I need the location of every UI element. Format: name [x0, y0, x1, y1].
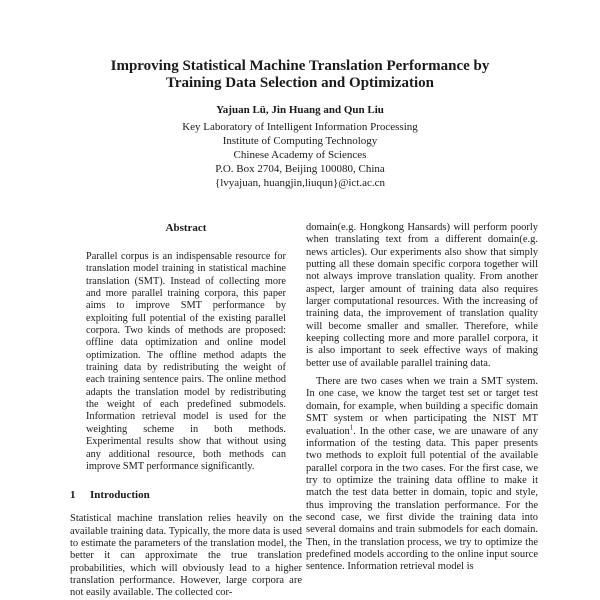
paragraph-2-text-a: There are two cases when we train a SMT system. In one case, we know the target test set or target test domain, for example, when building a specific domain SMT system or when participating the NIST MT evaluation	[306, 376, 538, 437]
abstract-heading: Abstract	[165, 222, 207, 234]
abstract-text: Parallel corpus is an indispensable resource for translation model training in statistical machine translation (SMT). Instead of collecting more and more parallel training corpora, this paper aims to improve SMT performance by exploiting full potential of the existing parallel corpora. Two kinds of methods are proposed: offline data optimization and online model optimization. The offline method adapts the training data by redistributing the weight of each training sentence pairs. The online method adapts the translation model by redistributing the weight of each predefined submodels. Information retrieval model is used for the weighting scheme in both methods. Experimental results show that without using any additional resource, both methods can improve SMT performance significantly.	[86, 251, 286, 472]
authors: Yajuan Lü, Jin Huang and Qun Liu	[216, 104, 384, 116]
right-paragraph-2	[306, 376, 538, 574]
right-column	[306, 222, 538, 574]
title-line-1: Improving Statistical Machine Translation Performance by	[110, 58, 490, 74]
introduction-paragraph: Statistical machine translation relies heavily on the available training data. Typically, the more data is used to estimate the parameters of the translation model, the better it can approximate the true translation probabilities, which will obviously lead to a higher translation performance. However, large corpora are not easily available. The collected cor-	[70, 513, 302, 599]
left-column	[70, 222, 302, 600]
affiliation-block	[100, 120, 500, 190]
footnote-marker: 1	[349, 423, 354, 431]
section-title: Introduction	[90, 489, 150, 502]
affiliation-address: P.O. Box 2704, Beijing 100080, China	[215, 163, 385, 175]
affiliation-lab: Key Laboratory of Intelligent Information Processing	[182, 121, 418, 133]
affiliation-institute: Institute of Computing Technology	[222, 135, 378, 147]
paper-title	[90, 58, 510, 92]
section-number: 1	[70, 489, 76, 502]
affiliation-emails: {lvyajuan, huangjin,liuqun}@ict.ac.cn	[214, 177, 386, 189]
paragraph-2-text-b: . In the other case, we are unaware of any information of the testing data. This paper presents two methods to exploit full potential of the available parallel corpora in the two cases. For the first case, we try to optimize the training data offline to make it match the test data better in domain, topic and style, thus improving the translation performance. For the second case, we first divide the training data into several domains and train submodels for each domain. Then, in the translation process, we try to optimize the predefined models according to the online input source sentence. Information retrieval model is	[306, 425, 538, 573]
affiliation-academy: Chinese Academy of Sciences	[233, 149, 367, 161]
title-line-2: Training Data Selection and Optimization	[165, 75, 435, 91]
section-heading-introduction	[70, 489, 302, 502]
right-paragraph-1: domain(e.g. Hongkong Hansards) will perform poorly when translating text from a different domain(e.g. news articles). Our experiments also show that simply putting all these domain specific corpora together will not always improve translation quality. From another aspect, larger amount of training data also requires larger computational resources. With the increasing of training data, the improvement of translation quality will become smaller and smaller. Therefore, while keeping collecting more and more parallel corpora, it is also important to seek effective ways of making better use of available parallel training data.	[306, 222, 538, 369]
